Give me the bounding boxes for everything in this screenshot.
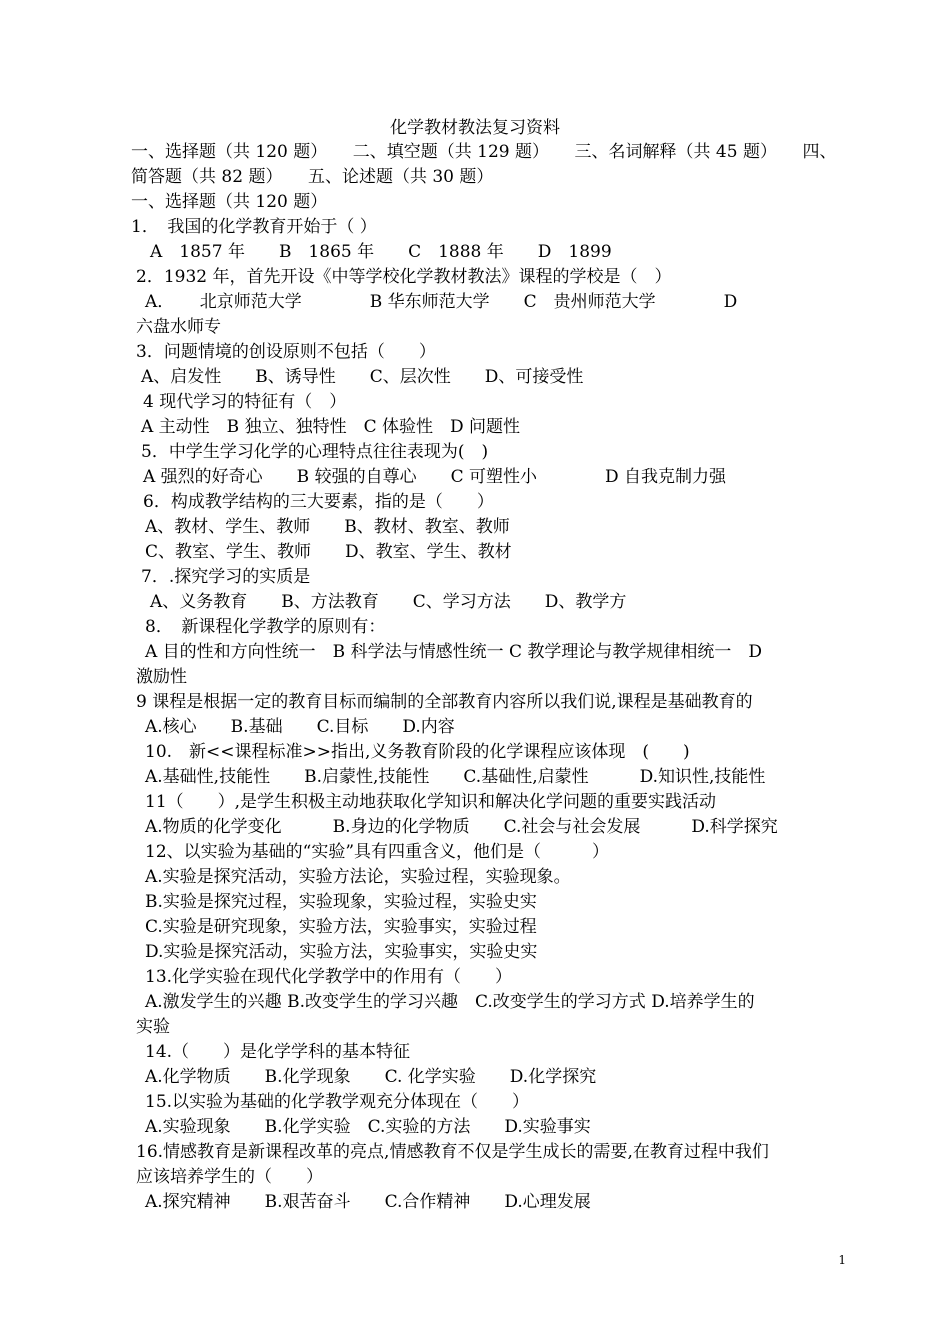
text-line: C.实验是研究现象，实验方法，实验事实，实验过程 — [145, 917, 537, 937]
text-line: 14.（ ）是化学学科的基本特征 — [145, 1042, 411, 1062]
text-line: A． 北京师范大学 B 华东师范大学 C 贵州师范大学 D — [145, 292, 738, 312]
text-line: 一、选择题（共 120 题） — [131, 192, 328, 212]
text-line: 六盘水师专 — [136, 317, 221, 337]
text-line: 应该培养学生的（ ） — [136, 1167, 323, 1187]
text-line: 9 课程是根据一定的教育目标而编制的全部教育内容所以我们说,课程是基础教育的 — [136, 692, 753, 712]
text-line: A.化学物质 B.化学现象 C. 化学实验 D.化学探究 — [145, 1067, 597, 1087]
text-line: A.基础性,技能性 B.启蒙性,技能性 C.基础性,启蒙性 D.知识性,技能性 — [145, 767, 766, 787]
text-line: 7．.探究学习的实质是 — [141, 567, 311, 587]
text-line: 12、以实验为基础的“实验”具有四重含义，他们是（ ） — [145, 842, 610, 862]
text-line: A.实验现象 B.化学实验 C.实验的方法 D.实验事实 — [145, 1117, 591, 1137]
text-line: B.实验是探究过程，实验现象，实验过程，实验史实 — [145, 892, 537, 912]
text-line: 11（ ）,是学生积极主动地获取化学知识和解决化学问题的重要实践活动 — [145, 792, 717, 812]
text-line: 13.化学实验在现代化学教学中的作用有（ ） — [145, 967, 513, 987]
text-line: 简答题（共 82 题） 五、论述题（共 30 题） — [131, 167, 494, 187]
text-line: A、义务教育 B、方法教育 C、学习方法 D、教学方 — [150, 592, 627, 612]
text-line: 6．构成教学结构的三大要素，指的是（ ） — [143, 492, 494, 512]
text-line: A、启发性 B、诱导性 C、层次性 D、可接受性 — [141, 367, 584, 387]
text-line: 16.情感教育是新课程改革的亮点,情感教育不仅是学生成长的需要,在教育过程中我们 — [136, 1142, 769, 1162]
text-line: 实验 — [136, 1017, 170, 1037]
text-line: A 主动性 B 独立、独特性 C 体验性 D 问题性 — [141, 417, 521, 437]
text-line: 一、选择题（共 120 题） 二、填空题（共 129 题） 三、名词解释（共 45 题） 四、 — [131, 142, 837, 162]
text-line: 2．1932 年，首先开设《中等学校化学教材教法》课程的学校是（ ） — [136, 267, 672, 287]
text-line: 3．问题情境的创设原则不包括（ ） — [136, 342, 436, 362]
text-line: 8． 新课程化学教学的原则有： — [145, 617, 386, 637]
text-line: A 目的性和方向性统一 B 科学法与情感性统一 C 教学理论与教学规律相统一 D — [145, 642, 763, 662]
text-line: A、教材、学生、教师 B、教材、教室、教师 — [145, 517, 510, 537]
text-line: C、教室、学生、教师 D、教室、学生、教材 — [145, 542, 512, 562]
text-line: A.物质的化学变化 B.身边的化学物质 C.社会与社会发展 D.科学探究 — [145, 817, 778, 837]
page-title: 化学教材教法复习资料 — [390, 118, 560, 138]
text-line: A 强烈的好奇心 B 较强的自尊心 C 可塑性小 D 自我克制力强 — [143, 467, 727, 487]
page-number: 1 — [838, 1253, 846, 1267]
text-line: 激励性 — [136, 667, 187, 687]
text-line: D.实验是探究活动，实验方法，实验事实，实验史实 — [145, 942, 538, 962]
text-line: A.探究精神 B.艰苦奋斗 C.合作精神 D.心理发展 — [145, 1192, 591, 1212]
text-line: A.激发学生的兴趣 B.改变学生的学习兴趣 C.改变学生的学习方式 D.培养学生的 — [145, 992, 755, 1012]
text-line: 1． 我国的化学教育开始于（ ） — [131, 217, 377, 237]
text-line: 15.以实验为基础的化学教学观充分体现在（ ） — [145, 1092, 530, 1112]
text-line: 10. 新<<课程标准>>指出,义务教育阶段的化学课程应该体现 ( ) — [145, 742, 690, 762]
text-line: 4 现代学习的特征有（ ） — [143, 392, 347, 412]
text-line: A.实验是探究活动，实验方法论，实验过程，实验现象。 — [145, 867, 571, 887]
text-line: 5．中学生学习化学的心理特点往往表现为( ) — [141, 442, 489, 462]
text-line: A 1857 年 B 1865 年 C 1888 年 D 1899 — [150, 242, 612, 262]
text-line: A.核心 B.基础 C.目标 D.内容 — [145, 717, 455, 737]
